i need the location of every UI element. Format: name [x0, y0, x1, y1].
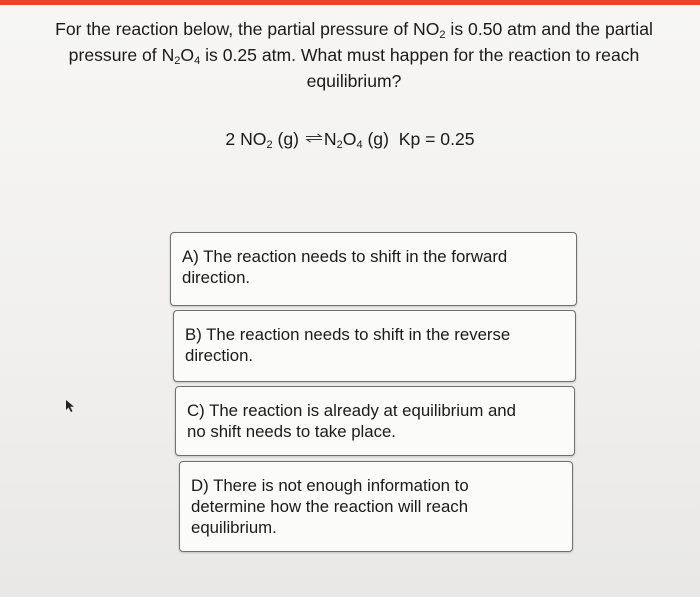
equilibrium-arrows-icon [305, 133, 323, 143]
question-page [0, 5, 700, 597]
reaction-equation: 2 $NO_2$ (g) $N_2O_4$ (g) Kp = 0.25 [225, 129, 475, 151]
answer-choice-d[interactable]: D) There is not enough information to determine how the reaction will reach equilibrium. [179, 461, 573, 552]
question-line-1: For the reaction below, the partial pressure of $NO_2$ is 0.50 atm and the partial [55, 19, 653, 41]
mouse-cursor-icon [65, 399, 77, 413]
answer-choice-c[interactable]: C) The reaction is already at equilibrium and no shift needs to take place. [175, 386, 575, 456]
question-text [20, 16, 688, 94]
answer-choice-a[interactable]: A) The reaction needs to shift in the forward direction. [170, 232, 577, 306]
question-line-2: pressure of $N_2O_4$ is 0.25 atm. What must happen for the reaction to reach [68, 45, 640, 67]
answer-choice-b[interactable]: B) The reaction needs to shift in the reverse direction. [173, 310, 576, 382]
question-line-3: equilibrium? [306, 71, 402, 91]
